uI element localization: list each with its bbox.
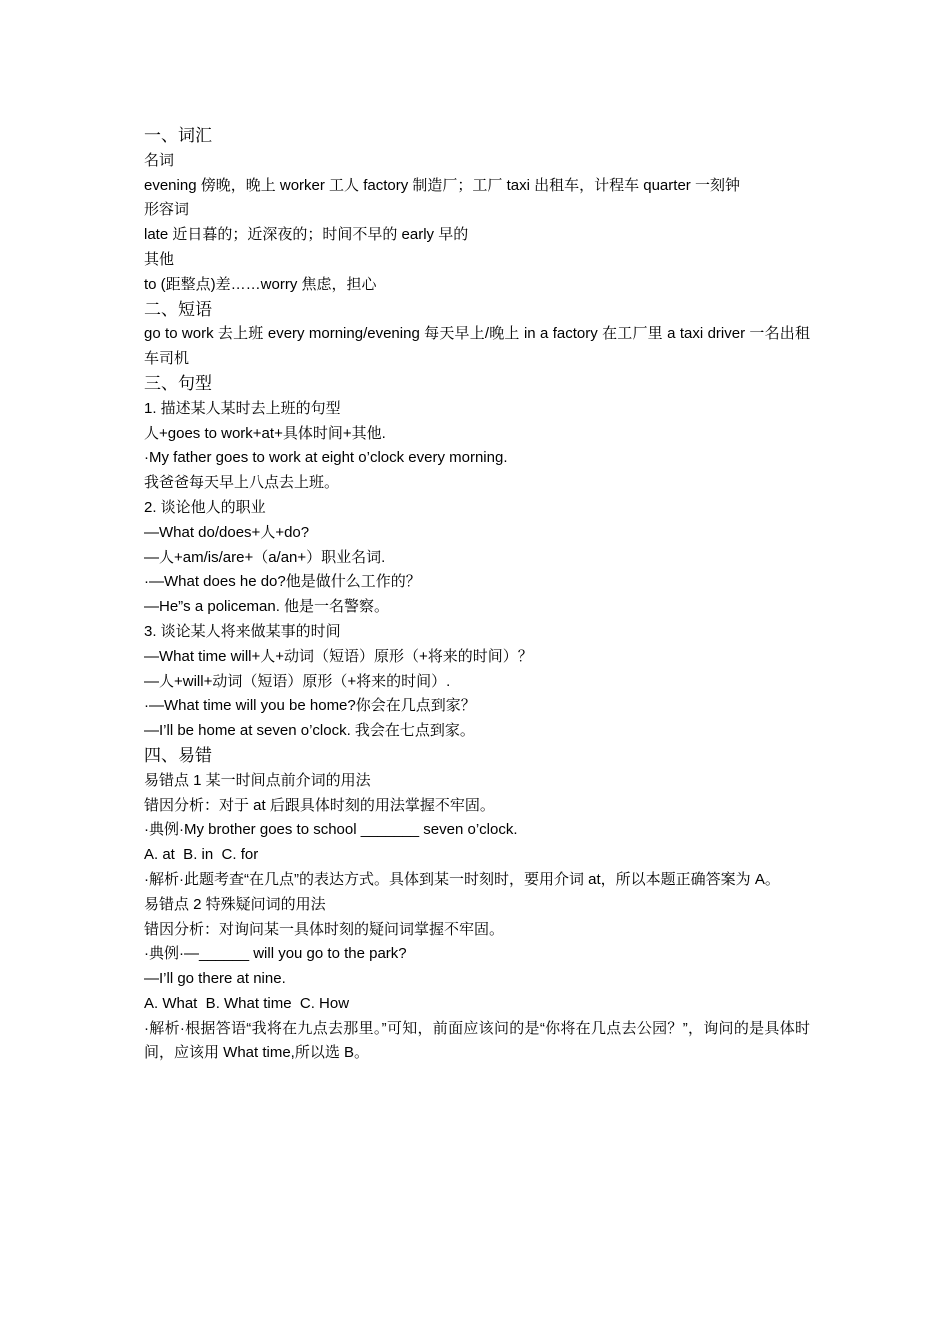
others-list: to (距整点)差……worry 焦虑，担心 xyxy=(144,275,377,293)
pattern-1-example: ·My father goes to work at eight o’clock every morning. xyxy=(144,449,508,467)
document-body xyxy=(144,124,810,1066)
pattern-3-example-answer: —I’ll be home at seven o’clock. 我会在七点到家。 xyxy=(144,722,475,740)
pattern-1-title: 1. 描述某人某时去上班的句型 xyxy=(144,399,341,417)
pattern-3-question: —What time will+人+动词（短语）原形（+将来的时间）？ xyxy=(144,647,533,665)
label-adjectives: 形容词 xyxy=(144,201,190,219)
pattern-3-answer: —人+will+动词（短语）原形（+将来的时间）. xyxy=(144,672,451,690)
error-2-options: A. What B. What time C. How xyxy=(144,994,350,1012)
label-others: 其他 xyxy=(144,250,175,268)
pattern-1-translation: 我爸爸每天早上八点去上班。 xyxy=(144,474,340,492)
adjectives-list: late 近日暮的；近深夜的；时间不早的 early 早的 xyxy=(144,226,469,244)
label-nouns: 名词 xyxy=(144,151,175,169)
error-2-title: 易错点 2 特殊疑问词的用法 xyxy=(144,895,326,913)
pattern-2-title: 2. 谈论他人的职业 xyxy=(144,498,266,516)
error-1-analysis: 错因分析：对于 at 后跟具体时刻的用法掌握不牢固。 xyxy=(144,796,495,814)
pattern-1-formula: 人+goes to work+at+具体时间+其他. xyxy=(144,424,386,442)
pattern-2-answer: —人+am/is/are+（a/an+）职业名词. xyxy=(144,548,386,566)
pattern-2-question: —What do/does+人+do? xyxy=(144,523,310,541)
pattern-2-example-question: ·—What does he do?他是做什么工作的？ xyxy=(144,573,421,591)
nouns-list: evening 傍晚，晚上 worker 工人 factory 制造厂；工厂 taxi 出租车，计程车 quarter 一刻钟 xyxy=(144,176,740,194)
error-1-example: ·典例·My brother goes to school _______ seven o’clock. xyxy=(144,821,518,839)
pattern-2-example-answer: —He”s a policeman. 他是一名警察。 xyxy=(144,598,390,616)
error-2-example-question: ·典例·—______ will you go to the park? xyxy=(144,945,407,963)
section-heading-vocabulary: 一、词汇 xyxy=(144,126,212,146)
section-heading-phrases: 二、短语 xyxy=(144,299,212,320)
section-heading-sentence-patterns: 三、句型 xyxy=(144,373,212,394)
error-2-example-answer: —I’ll go there at nine. xyxy=(144,970,286,988)
error-1-title: 易错点 1 某一时间点前介词的用法 xyxy=(144,771,371,789)
error-2-analysis: 错因分析：对询问某一具体时刻的疑问词掌握不牢固。 xyxy=(144,920,505,938)
error-2-explanation: ·解析·根据答语“我将在九点去那里。”可知，前面应该问的是“你将在几点去公园？”，询问的是具体时间，应该用 What time,所以选 B。 xyxy=(144,1019,810,1062)
phrases-list: go to work 去上班 every morning/evening 每天早上/晚上 in a factory 在工厂里 a taxi driver 一名出租车司机 xyxy=(144,325,810,368)
error-1-options: A. at B. in C. for xyxy=(144,846,259,864)
section-heading-common-errors: 四、易错 xyxy=(144,745,212,766)
pattern-3-example-question: ·—What time will you be home?你会在几点到家？ xyxy=(144,697,476,715)
error-1-explanation: ·解析·此题考查“在几点”的表达方式。具体到某一时刻时，要用介词 at，所以本题正确答案为 A。 xyxy=(144,870,780,888)
pattern-3-title: 3. 谈论某人将来做某事的时间 xyxy=(144,622,341,640)
